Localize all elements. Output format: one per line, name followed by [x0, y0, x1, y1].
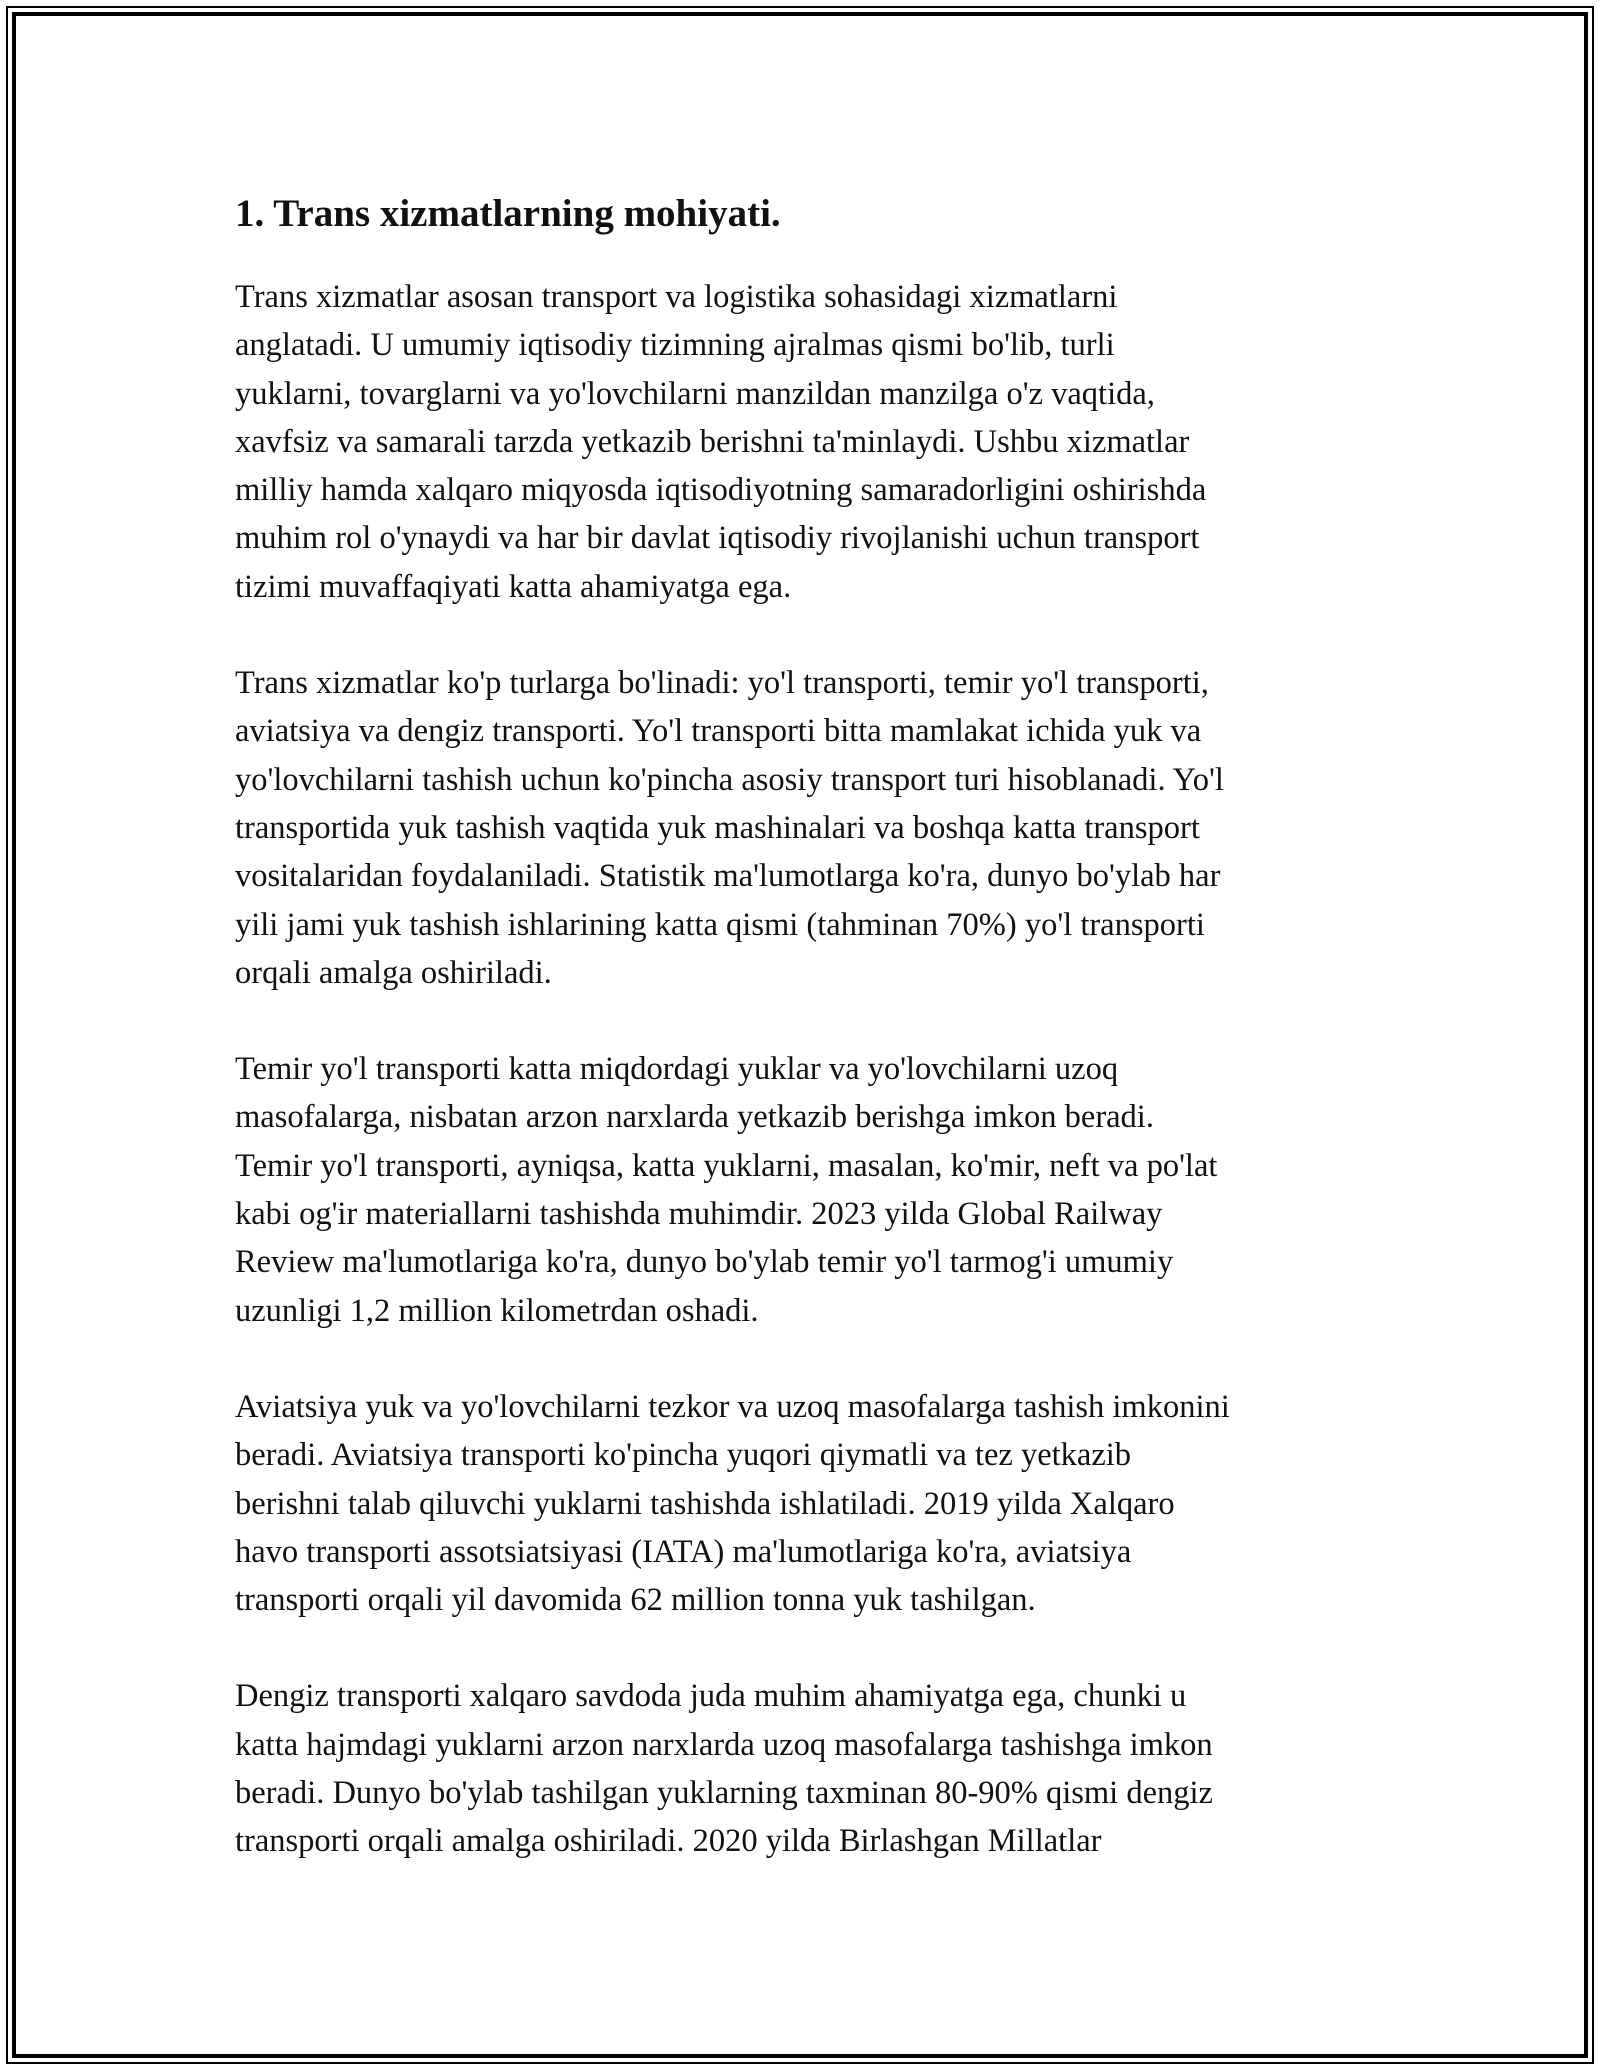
text-line: anglatadi. U umumiy iqtisodiy tizimning ajralmas qismi bo'lib, turli	[235, 327, 1115, 364]
text-line: Trans xizmatlar asosan transport va logistika sohasidagi xizmatlarni	[235, 279, 1118, 315]
text-line: xavfsiz va samarali tarzda yetkazib berishni ta'minlaydi. Ushbu xizmatlar	[235, 423, 1190, 460]
text-line: aviatsiya va dengiz transporti. Yo'l transporti bitta mamlakat ichida yuk va	[235, 713, 1202, 750]
text-line: Review ma'lumotlariga ko'ra, dunyo bo'ylab temir yo'l tarmog'i umumiy	[235, 1244, 1174, 1281]
text-line: orqali amalga oshiriladi.	[235, 954, 552, 991]
text-line: transporti orqali amalga oshiriladi. 2020 yilda Birlashgan Millatlar	[235, 1823, 1102, 1860]
paragraph-rail-transport	[235, 1045, 1365, 1335]
text-line: Aviatsiya yuk va yo'lovchilarni tezkor va uzoq masofalarga tashish imkonini	[235, 1388, 1230, 1425]
section-heading: 1. Trans xizmatlarning mohiyati.	[235, 192, 781, 235]
text-line: kabi og'ir materiallarni tashishda muhimdir. 2023 yilda Global Railway	[235, 1196, 1163, 1233]
paragraph-sea-transport	[235, 1672, 1365, 1865]
text-line: milliy hamda xalqaro miqyosda iqtisodiyotning samaradorligini oshirishda	[235, 472, 1207, 509]
text-line: havo transporti assotsiatsiyasi (IATA) ma'lumotlariga ko'ra, aviatsiya	[235, 1533, 1132, 1570]
text-line: vositalaridan foydalaniladi. Statistik ma'lumotlarga ko'ra, dunyo bo'ylab har	[235, 858, 1221, 895]
text-line: yo'lovchilarni tashish uchun ko'pincha asosiy transport turi hisoblanadi. Yo'l	[235, 761, 1224, 798]
text-line: yili jami yuk tashish ishlarining katta qismi (tahminan 70%) yo'l transporti	[235, 906, 1205, 943]
paragraph-road-transport	[235, 659, 1365, 997]
text-line: beradi. Aviatsiya transporti ko'pincha yuqori qiymatli va tez yetkazib	[235, 1437, 1132, 1474]
paragraph-intro	[235, 273, 1365, 611]
paragraph-aviation	[235, 1383, 1365, 1624]
text-line: yuklarni, tovarglarni va yo'lovchilarni manzildan manzilga o'z vaqtida,	[235, 375, 1155, 412]
text-line: transportida yuk tashish vaqtida yuk mashinalari va boshqa katta transport	[235, 809, 1200, 846]
text-line: Dengiz transporti xalqaro savdoda juda muhim ahamiyatga ega, chunki u	[235, 1678, 1187, 1715]
text-line: tizimi muvaffaqiyati katta ahamiyatga ega.	[235, 568, 792, 605]
text-line: masofalarga, nisbatan arzon narxlarda yetkazib berishga imkon beradi.	[235, 1099, 1154, 1136]
text-line: berishni talab qiluvchi yuklarni tashishda ishlatiladi. 2019 yilda Xalqaro	[235, 1485, 1175, 1522]
text-line: uzunligi 1,2 million kilometrdan oshadi.	[235, 1292, 759, 1329]
text-line: beradi. Dunyo bo'ylab tashilgan yuklarning taxminan 80-90% qismi dengiz	[235, 1775, 1213, 1812]
text-line: muhim rol o'ynaydi va har bir davlat iqtisodiy rivojlanishi uchun transport	[235, 520, 1200, 557]
text-line: katta hajmdagi yuklarni arzon narxlarda uzoq masofalarga tashishga imkon	[235, 1726, 1213, 1763]
document-page	[235, 185, 1365, 1914]
text-line: Temir yo'l transporti katta miqdordagi yuklar va yo'lovchilarni uzoq	[235, 1051, 1119, 1088]
text-line: transporti orqali yil davomida 62 million tonna yuk tashilgan.	[235, 1582, 1036, 1619]
text-line: Trans xizmatlar ko'p turlarga bo'linadi: yo'l transporti, temir yo'l transporti,	[235, 665, 1209, 702]
text-line: Temir yo'l transporti, ayniqsa, katta yuklarni, masalan, ko'mir, neft va po'lat	[235, 1147, 1218, 1184]
